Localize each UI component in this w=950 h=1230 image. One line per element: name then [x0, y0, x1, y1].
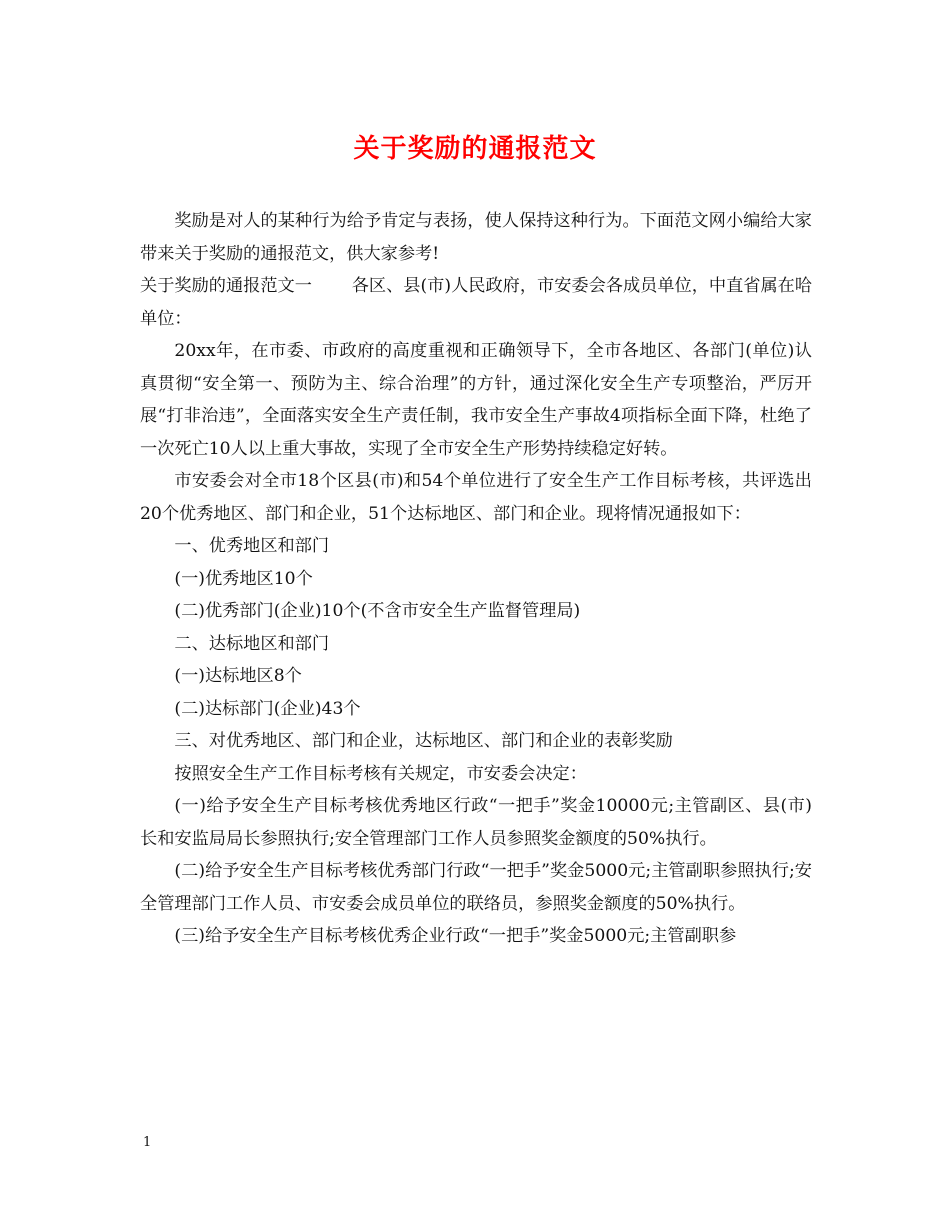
background-paragraph: 20xx年，在市委、市政府的高度重视和正确领导下，全市各地区、各部门(单位)认真贯彻“安全第一、预防为主、综合治理”的方针，通过深化安全生产专项整治，严厉开展“打非治违”，全面落实安全生产责任制，我市安全生产事故4项指标全面下降，杜绝了一次死亡10人以上重大事故，实现了全市安全生产形势持续稳定好转。 [140, 341, 812, 459]
list-item: (二)优秀部门(企业)10个(不含市安全生产监督管理局) [174, 601, 581, 621]
reward-item: (一)给予安全生产目标考核优秀地区行政“一把手”奖金10000元;主管副区、县(市)长和安监局局长参照执行;安全管理部门工作人员参照奖金额度的50%执行。 [140, 796, 812, 849]
page-number: 1 [143, 1135, 152, 1150]
intro-paragraph: 奖励是对人的某种行为给予肯定与表扬，使人保持这种行为。下面范文网小编给大家带来关于奖励的通报范文，供大家参考! [140, 211, 812, 264]
assessment-paragraph: 市安委会对全市18个区县(市)和54个单位进行了安全生产工作目标考核，共评选出20个优秀地区、部门和企业，51个达标地区、部门和企业。现将情况通报如下： [140, 471, 812, 524]
decision-paragraph: 按照安全生产工作目标考核有关规定，市安委会决定： [174, 763, 587, 784]
section-heading: 二、达标地区和部门 [174, 633, 330, 654]
list-item: (一)达标地区8个 [174, 666, 302, 686]
list-item: (二)达标部门(企业)43个 [174, 698, 361, 719]
document-title: 关于奖励的通报范文 [353, 134, 597, 164]
list-item: (一)优秀地区10个 [174, 568, 313, 589]
reward-item: (三)给予安全生产目标考核优秀企业行政“一把手”奖金5000元;主管副职参 [174, 926, 737, 946]
section-heading: 三、对优秀地区、部门和企业，达标地区、部门和企业的表彰奖励 [174, 731, 673, 751]
salutation-paragraph: 关于奖励的通报范文一 各区、县(市)人民政府，市安委会各成员单位，中直省属在哈单位： [140, 276, 813, 329]
document-body [140, 205, 812, 953]
reward-item: (二)给予安全生产目标考核优秀部门行政“一把手”奖金5000元;主管副职参照执行;安全管理部门工作人员、市安委会成员单位的联络员，参照奖金额度的50%执行。 [140, 861, 812, 914]
section-heading: 一、优秀地区和部门 [174, 536, 330, 556]
